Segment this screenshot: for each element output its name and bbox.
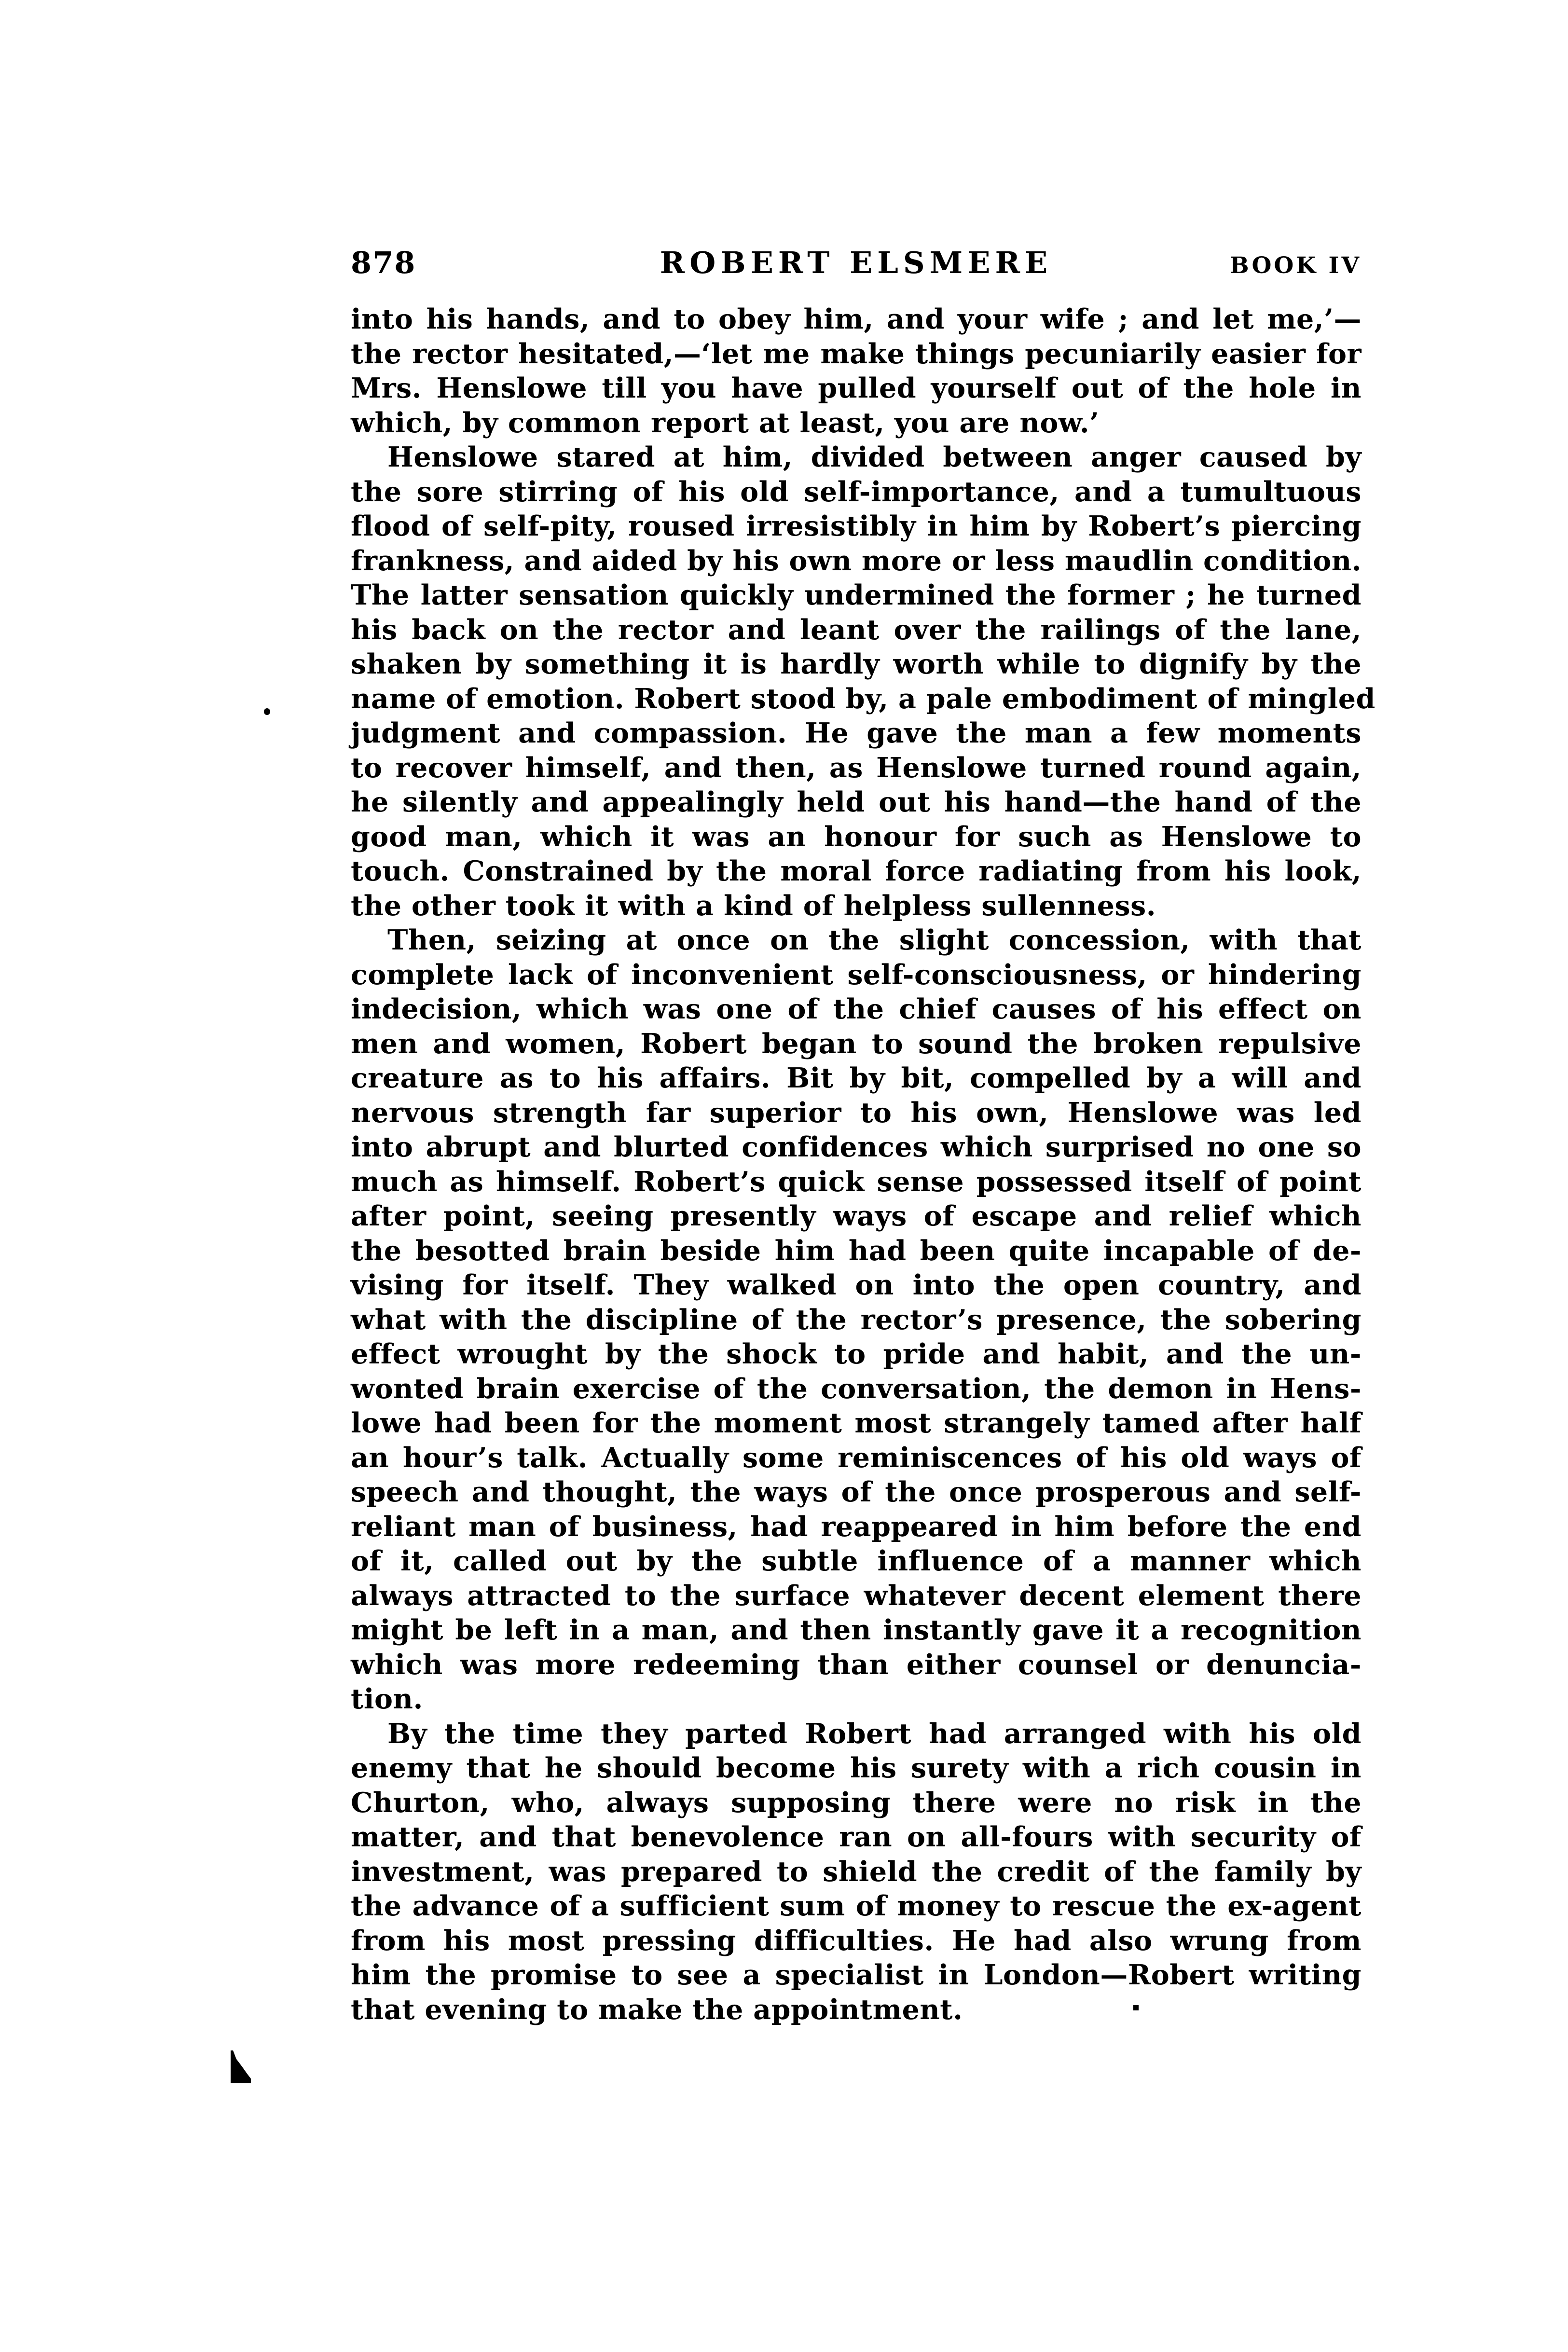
text-line: men and women, Robert began to sound the broken repulsive <box>351 1027 1362 1060</box>
text-line: of it, called out by the subtle influence of a manner which <box>351 1545 1362 1577</box>
text-line: touch. Constrained by the moral force radiating from his look, <box>351 855 1362 887</box>
text-line: into his hands, and to obey him, and your wife ; and let me,’— <box>351 303 1362 335</box>
text-line: into abrupt and blurted confidences which surprised no one so <box>351 1131 1362 1163</box>
text-line: shaken by something it is hardly worth while to dignify by the <box>351 648 1362 680</box>
text-line: from his most pressing difficulties. He had also wrung from <box>351 1924 1362 1957</box>
text-line: what with the discipline of the rector’s presence, the sobering <box>351 1303 1362 1336</box>
text-line: which, by common report at least, you are now.’ <box>351 406 1100 439</box>
text-line: Churton, who, always supposing there were no risk in the <box>351 1786 1362 1819</box>
text-line: the advance of a sufficient sum of money to rescue the ex-agent <box>351 1890 1362 1922</box>
text-line: speech and thought, the ways of the once prosperous and self- <box>351 1476 1362 1508</box>
text-line: always attracted to the surface whatever decent element there <box>351 1579 1362 1612</box>
text-line: matter, and that benevolence ran on all-fours with security of <box>351 1821 1362 1853</box>
running-title: ROBERT ELSMERE <box>660 245 1053 280</box>
text-line: wonted brain exercise of the conversation, the demon in Hens- <box>351 1372 1362 1405</box>
text-line: which was more redeeming than either counsel or denuncia- <box>351 1648 1362 1681</box>
text-line: lowe had been for the moment most strangely tamed after half <box>351 1407 1362 1439</box>
text-line: the rector hesitated,—‘let me make things pecuniarily easier for <box>351 337 1362 370</box>
text-line: the other took it with a kind of helpless sullenness. <box>351 889 1156 922</box>
text-line: his back on the rector and leant over the railings of the lane, <box>351 613 1362 646</box>
text-line: flood of self-pity, roused irresistibly in him by Robert’s piercing <box>351 510 1362 542</box>
ink-dot-bottom <box>1133 2005 1139 2010</box>
text-line: investment, was prepared to shield the credit of the family by <box>351 1855 1362 1888</box>
text-line: to recover himself, and then, as Henslowe turned round again, <box>351 751 1362 784</box>
text-line: Then, seizing at once on the slight concession, with that <box>387 924 1362 956</box>
text-line: might be left in a man, and then instantly gave it a recognition <box>351 1614 1362 1646</box>
text-line: effect wrought by the shock to pride and habit, and the un- <box>351 1338 1362 1370</box>
text-line: nervous strength far superior to his own, Henslowe was led <box>351 1096 1362 1129</box>
text-line: name of emotion. Robert stood by, a pale embodiment of mingled <box>351 682 1375 715</box>
text-line: complete lack of inconvenient self-consciousness, or hindering <box>351 958 1362 991</box>
ink-dot-left-margin <box>264 708 270 715</box>
text-line: good man, which it was an honour for such as Henslowe to <box>351 820 1362 853</box>
text-line: reliant man of business, had reappeared in him before the end <box>351 1510 1362 1543</box>
text-line: judgment and compassion. He gave the man a few moments <box>351 717 1362 749</box>
text-line: he silently and appealingly held out his hand—the hand of the <box>351 786 1362 818</box>
text-line: tion. <box>351 1683 423 1715</box>
text-line: the besotted brain beside him had been quite incapable of de- <box>351 1234 1362 1267</box>
text-line: Henslowe stared at him, divided between anger caused by <box>387 441 1362 473</box>
text-line: By the time they parted Robert had arranged with his old <box>387 1717 1362 1750</box>
text-line: after point, seeing presently ways of escape and relief which <box>351 1200 1362 1232</box>
text-line: creature as to his affairs. Bit by bit, compelled by a will and <box>351 1062 1362 1094</box>
text-line: him the promise to see a specialist in London—Robert writing <box>351 1959 1362 1991</box>
text-line: an hour’s talk. Actually some reminiscences of his old ways of <box>351 1441 1362 1474</box>
text-line: that evening to make the appointment. <box>351 1993 963 2026</box>
running-header <box>351 245 1362 280</box>
book-label: BOOK IV <box>1229 252 1362 279</box>
text-line: frankness, and aided by his own more or less maudlin condition. <box>351 544 1362 577</box>
text-line: vising for itself. They walked on into the open country, and <box>351 1269 1362 1301</box>
page-number: 878 <box>351 245 416 280</box>
text-line: Mrs. Henslowe till you have pulled yourself out of the hole in <box>351 372 1362 404</box>
text-line: indecision, which was one of the chief causes of his effect on <box>351 993 1362 1025</box>
body-text <box>351 302 1375 2027</box>
text-line: enemy that he should become his surety with a rich cousin in <box>351 1752 1362 1784</box>
text-line: The latter sensation quickly undermined the former ; he turned <box>351 579 1362 611</box>
text-line: much as himself. Robert’s quick sense possessed itself of point <box>351 1165 1362 1198</box>
text-line: the sore stirring of his old self-importance, and a tumultuous <box>351 475 1362 508</box>
ink-blot-triangle <box>231 2050 251 2083</box>
